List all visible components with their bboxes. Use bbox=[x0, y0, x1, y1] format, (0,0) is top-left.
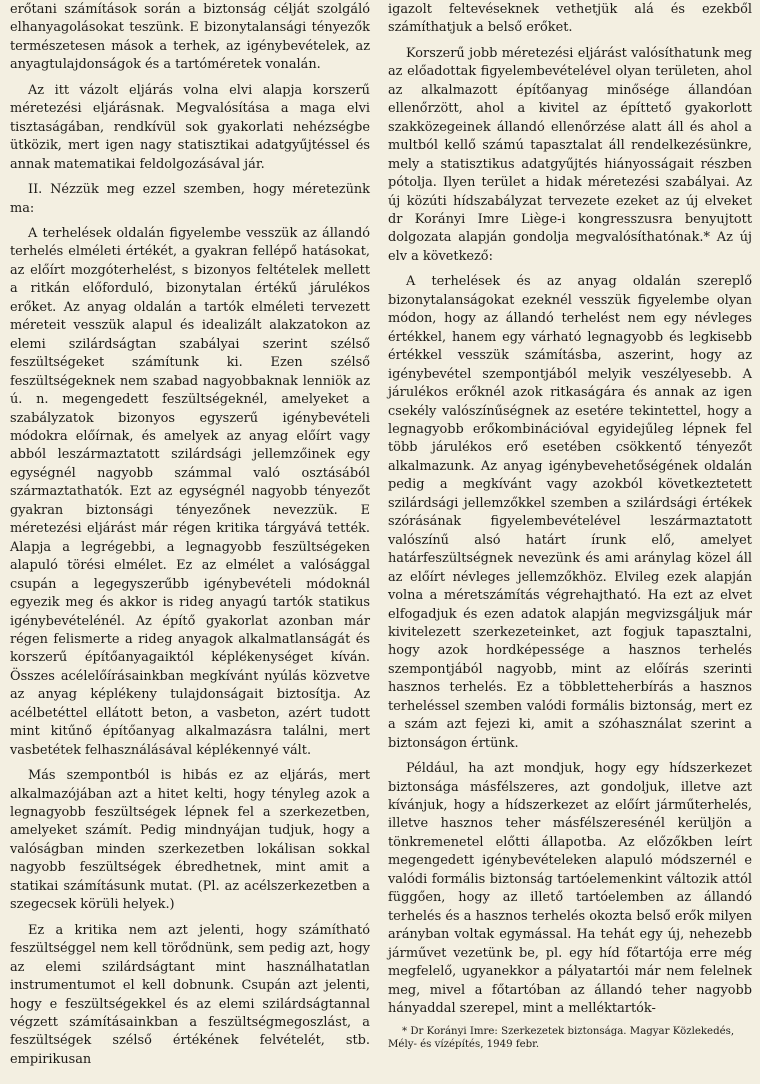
left-column bbox=[10, 1, 370, 1076]
paragraph: igazolt feltevéseknek vethetjük alá és ezekből számíthatjuk a belső erőket. bbox=[388, 2, 752, 36]
footnote: * Dr Korányi Imre: Szerkezetek biztonsága. Magyar Közlekedés, Mély- és vízépítés, 1949 febr. bbox=[388, 1026, 735, 1051]
paragraph: Korszerű jobb méretezési eljárást valósíthatunk meg az előadottak figyelembevételével olyan területen, ahol az alkalmazott építőanyag minősége állandóan ellenőrzött, ahol a kivitel az építtető gyakorlott szakközegeinek állandó ellenőrzése alatt áll és ahol a multból kellő számú tapasztalat áll rendelkezésünkre, mely a statisztikus adatgyűjtés hiányosságait részben pótolja. Ilyen terület a hidak méretezési szabályai. Az új közúti hídszabályzat tervezete ezeket az új elveket dr Korányi Imre Liège-i kongresszusra benyujtott dolgozata alapján gondolja megvalósíthatónak.* Az új elv a következő: bbox=[388, 45, 752, 264]
paragraph: erőtani számítások során a biztonság célját szolgáló elhanyagolásokat teszünk. E bizonytalansági tényezők természetesen mások a terhek, az igénybevételek, az anyagtulajdonságok és a tartóméretek vonalán. bbox=[10, 2, 370, 73]
right-column bbox=[388, 1, 752, 1051]
paragraph: A terhelések és az anyag oldalán szereplő bizonytalanságokat ezeknél vesszük figyelembe olyan módon, hogy az állandó terhelést nem egy névleges értékkel, hanem egy várható legnagyobb és legkisebb értékkel vesszük számításba, aszerint, hogy az igénybevétel szempontjából melyik veszélyesebb. A járulékos erőknél azok ritkaságára és annak az igen csekély valószínűségnek az esetére tekintettel, hogy a legnagyobb erőkombinációval egyidejűleg lépnek fel több járulékos erő esetében csökkentő tényezőt alkalmazunk. Az anyag igénybevehetőségének oldalán pedig a megkívánt vagy azokból következtetett szilárdsági jellemzőkkel szemben a szilárdsági értékek szórásának figyelembevételével leszármaztatott valószínű alsó határt írunk elő, amelyet határfeszültségnek nevezünk és ami aránylag közel áll az előírt névleges jellemzőkhöz. Elvileg ezek alapján volna a méretszámítás végrehajtható. Ha ezt az elvet elfogadjuk és ezen adatok alapján megvizsgáljuk már kivitelezett szerkezeteinket, azt fogjuk tapasztalni, hogy azok hordképessége a hasznos terhelés szempontjából nagyobb, mint az előírás szerinti hasznos terhelés. Ez a többletteherbírás a hasznos terheléssel szemben valódi formális biztonság, mert ez a szám azt fejezi ki, amit a szóhasználat szerint a biztonságon értünk. bbox=[388, 274, 752, 751]
paragraph: II. Nézzük meg ezzel szemben, hogy méretezünk ma: bbox=[10, 182, 370, 216]
paragraph: Például, ha azt mondjuk, hogy egy hídszerkezet biztonsága másfélszeres, azt gondoljuk, illetve azt kívánjuk, hogy a hídszerkezet az előírt járműterhelés, illetve hasznos teher másfélszeresénél kerüljön a tönkremenetel előtti állapotba. Az előzőkben leírt megengedett igénybevételeken alapuló módszernél e valódi formális biztonság tartóelemenkint változik attól függően, hogy az illető tartóelemben az állandó terhelés és a hasznos terhelés okozta belső erők milyen arányban voltak egymással. Ha tehát egy új, nehezebb járművet vezetünk be, pl. egy híd főtartója erre még megfelelő, ugyanekkor a pályatartói már nem felelnek meg, mivel a főtartóban az állandó teher nagyobb hányaddal szerepel, mint a melléktartók- bbox=[388, 761, 752, 1017]
paragraph: Az itt vázolt eljárás volna elvi alapja korszerű méretezési eljárásnak. Megvalósítása a maga elvi tisztaságában, rendkívül sok gyakorlati nehézségbe ütközik, mert igen nagy statisztikai adatgyűjtéssel és annak matematikai feldolgozásával jár. bbox=[10, 82, 370, 172]
paragraph: A terhelések oldalán figyelembe vesszük az állandó terhelés elméleti értékét, a gyakran fellépő hatásokat, az előírt mozgóterhelést, s bizonyos feltételek mellett a ritkán előforduló, bizonytalan értékű járulékos erőket. Az anyag oldalán a tartók elméleti tervezett méreteit vesszük alapul és idealizált alakzatokon az elemi szilárdságtan szabályai szerint szélső feszültségeket számítunk ki. Ezen szélső feszültségeknek nem szabad nagyobbaknak lenniök az ú. n. megengedett feszültségeknél, amelyeket a szabályzatok bizonyos egyszerű igénybevételi módokra előírnak, és amelyek az anyag előírt vagy abból leszármaztatott szilárdsági jellemzőinek egy egységnél nagyobb számmal való osztásából származtathatók. Ezt az egységnél nagyobb tényezőt gyakran biztonsági tényezőnek nevezzük. E méretezési eljárást már régen kritika tárgyává tették. Alapja a legrégebbi, a legnagyobb feszültségeken alapuló törési elmélet. Ez az elmélet a valósággal csupán a legegyszerűbb igénybevételi módoknál egyezik meg és akkor is rideg anyagú tartók statikus igénybevételénél. Az építő gyakorlat azonban már régen felismerte a rideg anyagok alkalmatlanságát és korszerű építőanyagaiktól képlékenységet kíván. Összes acélelőírásainkban megkívánt nyúlás közvetve az anyag képlékeny tulajdonságait biztosítja. Az acélbetéttel ellátott beton, a vasbeton, azért tudott mint kitűnő építőanyag alkalmazásra találni, mert vasbetétek felhasználásával képlékennyé vált. bbox=[10, 225, 370, 758]
paragraph: Más szempontból is hibás ez az eljárás, mert alkalmazójában azt a hitet kelti, hogy tényleg azok a legnagyobb feszültségek lépnek fel a szerkezetben, amelyeket számít. Pedig mindnyájan tudjuk, hogy a valóságban minden szerkezetben lokálisan sokkal nagyobb feszültségek ébredhetnek, mint amit a statikai számításunk mutat. (Pl. az acélszerkezetben a szegecsek körüli helyek.) bbox=[10, 768, 370, 913]
paragraph: Ez a kritika nem azt jelenti, hogy számítható feszültséggel nem kell törődnünk, sem pedig azt, hogy az elemi szilárdságtant mint használhatatlan instrumentumot el kell dobnunk. Csupán azt jelenti, hogy e feszültségekkel és az elemi szilárdságtannal végzett számításainkban a feszültségmegoszlást, a feszültségek szélső értékének felvételét, stb. empirikusan bbox=[10, 922, 370, 1067]
